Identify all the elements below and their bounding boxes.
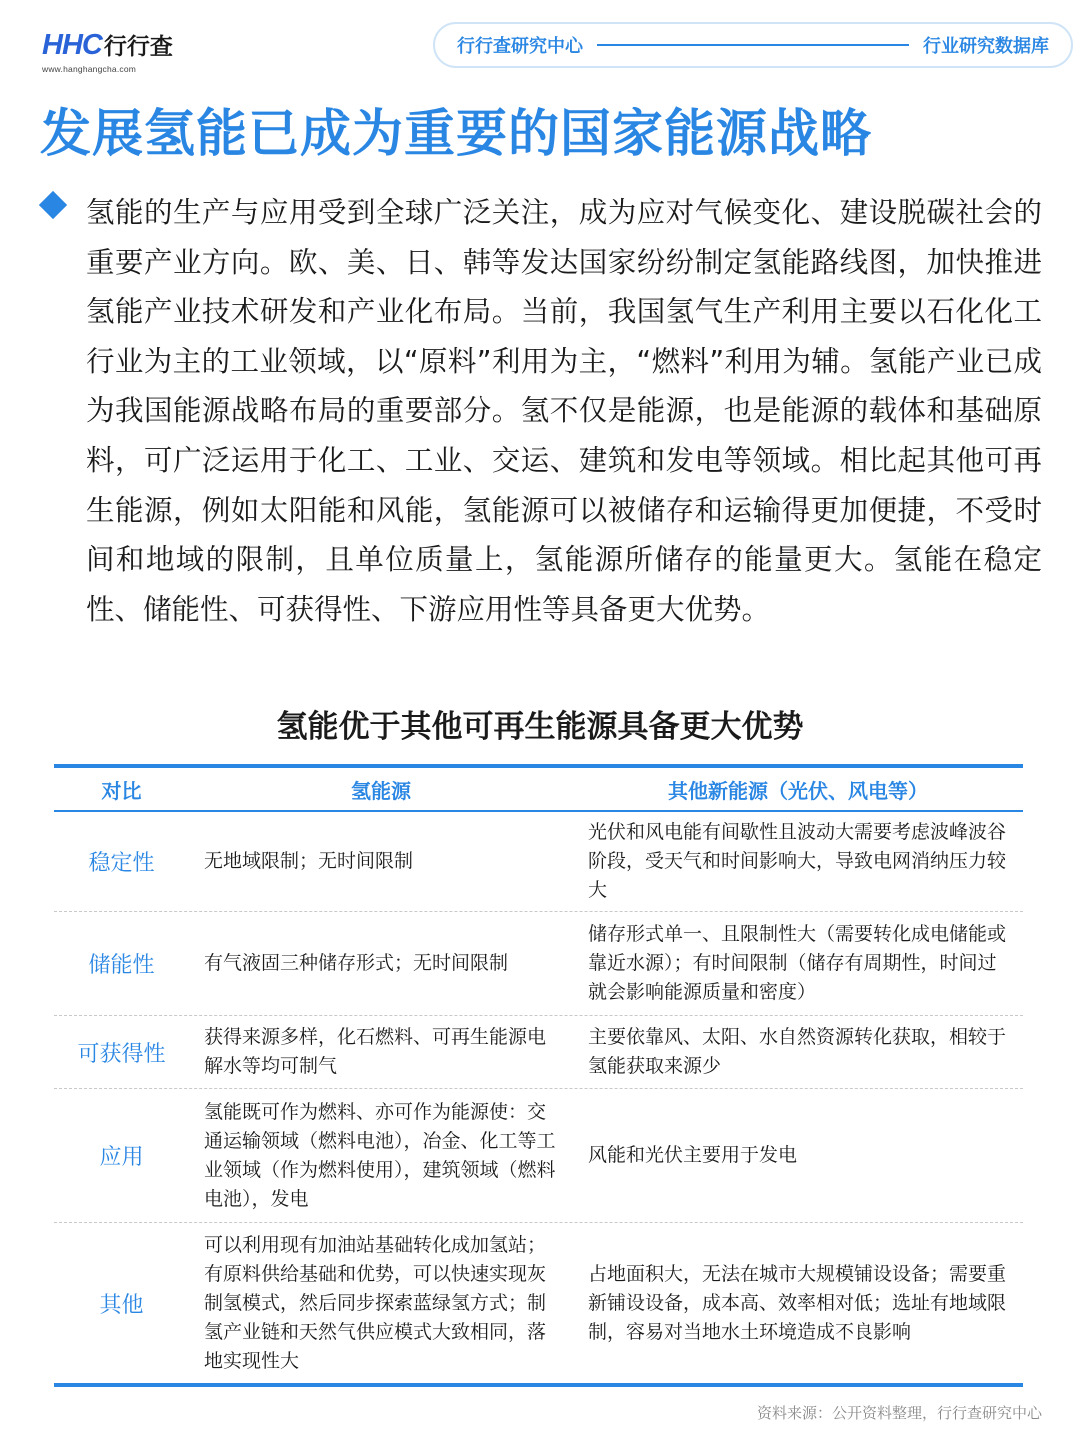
row-other: 储存形式单一、且限制性大（需要转化成电储能或靠近水源）；有时间限制（储存有周期性，时间过就会影响能源质量和密度） (588, 923, 1007, 1003)
table-row (54, 1089, 1023, 1223)
header-cell-other: 其他新能源（光伏、风电等） (668, 778, 928, 803)
table-row (54, 1016, 1023, 1089)
header-right-label: 行业研究数据库 (923, 36, 1049, 57)
header-cell-aspect: 对比 (101, 778, 142, 803)
table-title: 氢能优于其他可再生能源具备更大优势 (276, 709, 804, 745)
row-other: 占地面积大，无法在城市大规模铺设设备；需要重新铺设设备，成本高、效率相对低；选址有地域限制，容易对当地水土环境造成不良影响 (588, 1262, 1007, 1343)
brand-logo[interactable] (42, 28, 202, 76)
row-other: 风能和光伏主要用于发电 (588, 1144, 798, 1166)
row-aspect: 稳定性 (88, 851, 155, 876)
header-cell-hydrogen: 氢能源 (351, 778, 411, 803)
header-divider-line (597, 44, 909, 46)
source-note: 资料来源：公开资料整理，行行查研究中心 (756, 1404, 1042, 1422)
row-hydrogen: 氢能既可作为燃料、亦可作为能源使：交通运输领域（燃料电池），冶金、化工等工业领域（作为燃料使用），建筑领域（燃料电池），发电 (204, 1100, 556, 1210)
row-hydrogen: 获得来源多样，化石燃料、可再生能源电解水等均可制气 (204, 1026, 547, 1077)
bullet-diamond-icon (39, 191, 67, 219)
page-title: 发展氢能已成为重要的国家能源战略 (40, 105, 873, 164)
row-aspect: 可获得性 (77, 1041, 166, 1067)
row-aspect: 其他 (99, 1292, 144, 1318)
row-hydrogen: 可以利用现有加油站基础转化成加氢站；有原料供给基础和优势，可以快速实现灰制氢模式，然后同步探索蓝绿氢方式；制氢产业链和天然气供应模式大致相同，落地实现性大 (204, 1233, 547, 1372)
table-row (54, 1223, 1023, 1383)
table-header-row (54, 768, 1023, 812)
logo-mark: HHC (42, 29, 102, 61)
row-other: 光伏和风电能有间歇性且波动大需要考虑波峰波谷阶段，受天气和时间影响大，导致电网消纳压力较大 (588, 821, 1007, 901)
intro-paragraph: 氢能的生产与应用受到全球广泛关注，成为应对气候变化、建设脱碳社会的重要产业方向。欧、美、日、韩等发达国家纷纷制定氢能路线图，加快推进氢能产业技术研发和产业化布局。当前，我国氢气生产利用主要以石化化工行业为主的工业领域，以“原料”利用为主，“燃料”利用为辅。氢能产业已成为我国能源战略布局的重要部分。氢不仅是能源，也是能源的载体和基础原料，可广泛运用于化工、工业、交运、建筑和发电等领域。相比起其他可再生能源，例如太阳能和风能，氢能源可以被储存和运输得更加便捷，不受时间和地域的限制，且单位质量上，氢能源所储存的能量更大。氢能在稳定性、储能性、可获得性、下游应用性等具备更大优势。 (86, 196, 1042, 626)
row-hydrogen: 无地域限制；无时间限制 (204, 850, 414, 872)
comparison-table (54, 764, 1023, 1387)
header-banner (433, 22, 1073, 68)
row-aspect: 应用 (99, 1145, 144, 1170)
table-row (54, 912, 1023, 1016)
table-row (54, 812, 1023, 912)
logo-url: www.hanghangcha.com (42, 64, 137, 74)
row-hydrogen: 有气液固三种储存形式；无时间限制 (204, 952, 509, 974)
logo-name: 行行查 (103, 34, 173, 60)
row-other: 主要依靠风、太阳、水自然资源转化获取，相较于氢能获取来源少 (588, 1026, 1007, 1077)
header-left-label: 行行查研究中心 (457, 36, 583, 57)
row-aspect: 储能性 (88, 953, 155, 978)
